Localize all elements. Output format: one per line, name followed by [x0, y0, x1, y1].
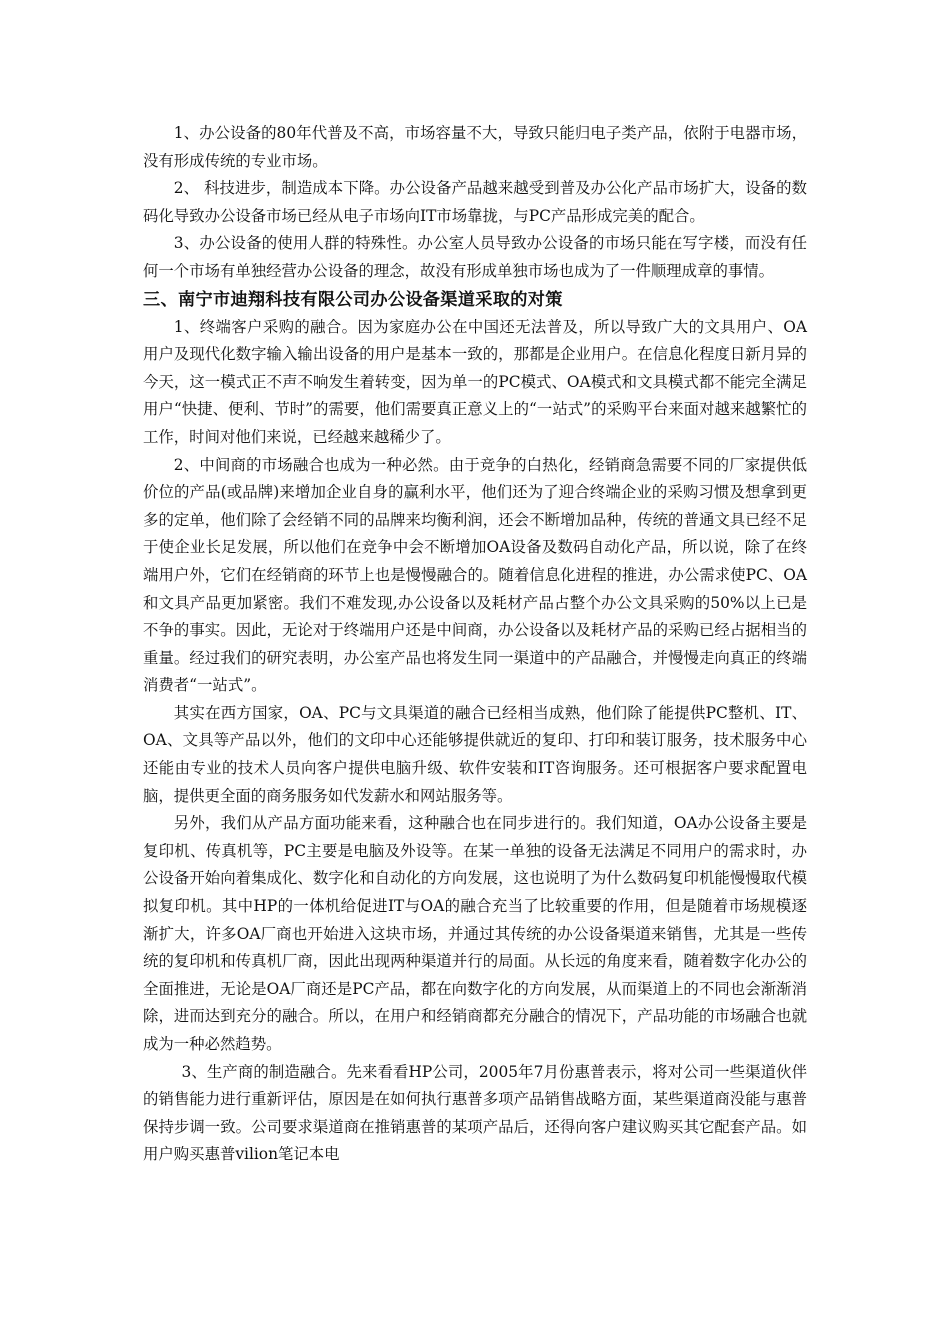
paragraph-5: 2、中间商的市场融合也成为一种必然。由于竞争的白热化，经销商急需要不同的厂家提供低价位的产品(或品牌)来增加企业自身的赢利水平，他们还为了迎合终端企业的采购习惯及想拿到更多的定单，他们除了会经销不同的品牌来均衡利润，还会不断增加品种，传统的普通文具已经不足于使企业长足发展，所以他们在竞争中会不断增加OA设备及数码自动化产品，所以说，除了在终端用户外，它们在经销商的环节上也是慢慢融合的。随着信息化进程的推进，办公需求使PC、OA和文具产品更加紧密。我们不难发现,办公设备以及耗材产品占整个办公文具采购的50%以上已是不争的事实。因此，无论对于终端用户还是中间商，办公设备以及耗材产品的采购已经占据相当的重量。经过我们的研究表明，办公室产品也将发生同一渠道中的产品融合，并慢慢走向真正的终端消费者“一站式”。	[143, 455, 807, 695]
section-heading: 三、南宁市迪翔科技有限公司办公设备渠道采取的对策	[143, 289, 563, 310]
paragraph-7: 另外，我们从产品方面功能来看，这种融合也在同步进行的。我们知道，OA办公设备主要是复印机、传真机等，PC主要是电脑及外设等。在某一单独的设备无法满足不同用户的需求时，办公设备开始向着集成化、数字化和自动化的方向发展，这也说明了为什么数码复印机能慢慢取代模拟复印机。其中HP的一体机给促进IT与OA的融合充当了比较重要的作用，但是随着市场规模逐渐扩大，许多OA厂商也开始进入这块市场，并通过其传统的办公设备渠道来销售，尤其是一些传统的复印机和传真机厂商，因此出现两种渠道并行的局面。从长远的角度来看，随着数字化办公的全面推进，无论是OA厂商还是PC产品，都在向数字化的方向发展，从而渠道上的不同也会渐渐消除，进而达到充分的融合。所以，在用户和经销商都充分融合的情况下，产品功能的市场融合也就成为一种必然趋势。	[143, 814, 807, 1053]
paragraph-8: 3、生产商的制造融合。先来看看HP公司，2005年7月份惠普表示，将对公司一些渠道伙伴的销售能力进行重新评估，原因是在如何执行惠普多项产品销售战略方面，某些渠道商没能与惠普保持步调一致。公司要求渠道商在推销惠普的某项产品后，还得向客户建议购买其它配套产品。如用户购买惠普vilion笔记本电	[143, 1062, 807, 1164]
document-page	[143, 120, 807, 1169]
paragraph-1: 1、办公设备的80年代普及不高，市场容量不大，导致只能归电子类产品，依附于电器市场，没有形成传统的专业市场。	[143, 124, 807, 170]
paragraph-3: 3、办公设备的使用人群的特殊性。办公室人员导致办公设备的市场只能在写字楼，而没有任何一个市场有单独经营办公设备的理念，故没有形成单独市场也成为了一件顺理成章的事情。	[143, 234, 807, 280]
paragraph-2: 2、 科技进步，制造成本下降。办公设备产品越来越受到普及办公化产品市场扩大，设备的数码化导致办公设备市场已经从电子市场向IT市场靠拢，与PC产品形成完美的配合。	[143, 179, 807, 225]
paragraph-6: 其实在西方国家，OA、PC与文具渠道的融合已经相当成熟，他们除了能提供PC整机、IT、OA、文具等产品以外，他们的文印中心还能够提供就近的复印、打印和装订服务，技术服务中心还能由专业的技术人员向客户提供电脑升级、软件安装和IT咨询服务。还可根据客户要求配置电脑，提供更全面的商务服务如代发薪水和网站服务等。	[143, 703, 807, 805]
paragraph-4: 1、终端客户采购的融合。因为家庭办公在中国还无法普及，所以导致广大的文具用户、OA用户及现代化数字输入输出设备的用户是基本一致的，那都是企业用户。在信息化程度日新月异的今天，这一模式正不声不响发生着转变，因为单一的PC模式、OA模式和文具模式都不能完全满足用户“快捷、便利、节时”的需要，他们需要真正意义上的“一站式”的采购平台来面对越来越繁忙的工作，时间对他们来说，已经越来越稀少了。	[143, 317, 807, 446]
